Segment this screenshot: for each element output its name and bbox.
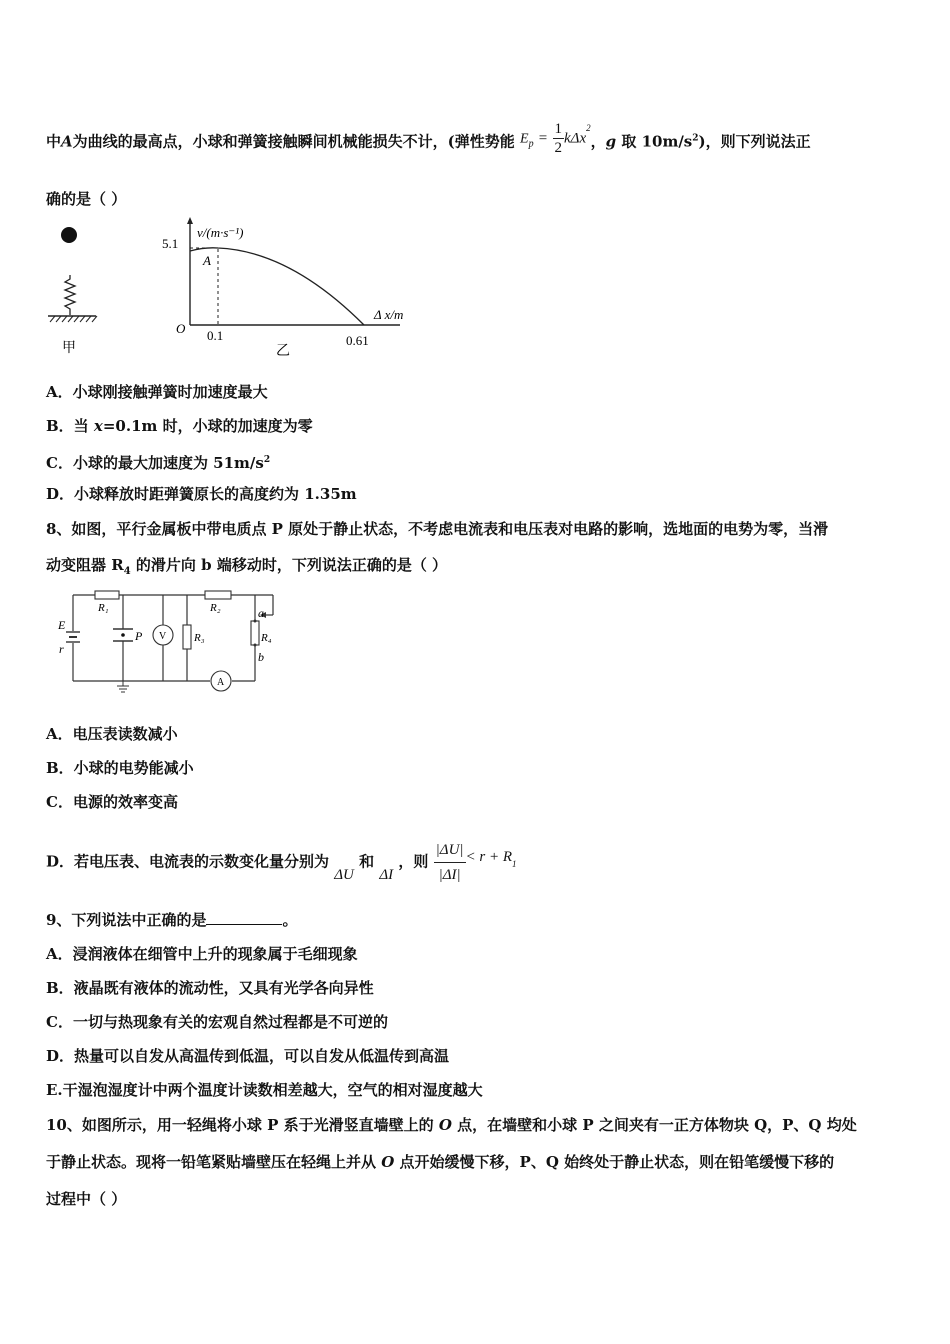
q7-option-a: A．小球刚接触弹簧时加速度最大 [46, 383, 268, 401]
rheostat-r4 [251, 621, 259, 645]
point-a: A [203, 253, 211, 268]
point-o: O [438, 1116, 452, 1134]
point-a-label: A [61, 132, 73, 151]
label-node-a: a [258, 606, 264, 620]
label-a: A [217, 677, 225, 688]
x-axis-label: Δ x/m [374, 307, 404, 322]
frac-den: 2 [554, 140, 562, 156]
label-r4: R₄ [261, 632, 272, 644]
x-tick-label-1: 0.1 [207, 328, 224, 343]
formula-sq: 2 [586, 122, 591, 133]
node-a [254, 620, 257, 623]
ratio-den: |ΔI| [438, 867, 461, 883]
text-seg: 。 [282, 911, 298, 929]
x-tick-label-2: 0.61 [346, 333, 369, 348]
q7-option-b [46, 416, 313, 436]
q7-stem-line2: 确的是（ ） [46, 190, 127, 208]
text-seg: 动变阻器 R [46, 556, 124, 574]
point-o: O [381, 1153, 395, 1171]
text-seg: 9、下列说法中正确的是 [46, 911, 207, 929]
text-seg: 为曲线的最高点，小球和弹簧接触瞬间机械能损失不计，(弹性势能 [72, 132, 515, 151]
q8-option-b: B．小球的电势能减小 [46, 759, 194, 777]
g-symbol: g [605, 132, 617, 151]
text-seg: ， [590, 132, 606, 151]
q7-option-d: D．小球释放时距弹簧原长的高度约为 1.35m [46, 485, 357, 503]
figure-7 [40, 215, 440, 365]
text-seg: )，则下列说法正 [698, 132, 811, 151]
label-yi: 乙 [276, 344, 290, 359]
q10-stem-line1 [46, 1115, 857, 1135]
y-axis-arrow [187, 217, 193, 224]
elastic-energy-formula [520, 120, 591, 157]
label-r: r [59, 642, 64, 656]
text-seg: 的滑片向 b 端移动时，下列说法正确的是（ ） [130, 556, 448, 574]
y-tick-label: 5.1 [162, 236, 179, 251]
text-seg: 10、如图所示，用一轻绳将小球 P 系于光滑竖直墙壁上的 [46, 1116, 439, 1134]
resistor-r3 [183, 625, 191, 649]
circuit-diagram [55, 585, 295, 695]
text-seg: 点开始缓慢下移，P、Q 始终处于静止状态，则在铅笔缓慢下移的 [394, 1153, 835, 1171]
ratio-fraction [434, 838, 466, 887]
node-b [254, 644, 257, 647]
q8-option-d [46, 838, 517, 887]
label-jia: 甲 [62, 341, 76, 356]
origin-label: O [176, 321, 186, 336]
frac-num: 1 [554, 121, 562, 137]
charged-particle-p [121, 633, 125, 637]
q9-stem [46, 910, 297, 930]
q9-option-d: D．热量可以自发从高温传到低温，可以自发从低温传到高温 [46, 1047, 450, 1065]
formula-kdx: kΔx [564, 130, 587, 147]
text-seg: 取 10m/s [616, 132, 693, 151]
q8-stem-line1: 8、如图，平行金属板中带电质点 P 原处于静止状态，不考虑电流表和电压表对电路的影响，选地面的电势为零，当滑 [46, 520, 829, 538]
velocity-curve [190, 248, 364, 325]
label-p: P [135, 629, 143, 643]
delta-i: ΔI [379, 866, 394, 883]
answer-blank[interactable] [206, 910, 282, 925]
y-axis-label: v/(m·s⁻¹) [197, 225, 244, 240]
unit-sq: 2 [263, 455, 271, 465]
q9-option-b: B．液晶既有液体的流动性，又具有光学各向异性 [46, 979, 374, 997]
ball-icon [61, 227, 77, 243]
text-seg: =0.1m 时，小球的加速度为零 [102, 417, 313, 435]
q9-option-a: A．浸润液体在细管中上升的现象属于毛细现象 [46, 945, 358, 963]
q10-stem-line3: 过程中（ ） [46, 1190, 127, 1208]
text-seg: 点，在墙壁和小球 P 之间夹有一正方体物块 Q，P、Q 均处 [451, 1116, 857, 1134]
label-r3: R₃ [194, 632, 205, 644]
formula-e: E [520, 131, 529, 147]
text-seg: 和 [359, 852, 380, 871]
q7-option-c [46, 450, 270, 473]
text-seg: C．小球的最大加速度为 51m/s [46, 454, 264, 472]
text-seg: 于静止状态。现将一铅笔紧贴墙壁压在轻绳上并从 [46, 1153, 382, 1171]
text-seg: 中 [46, 132, 62, 151]
resistor-r1 [95, 591, 119, 599]
delta-u: ΔU [334, 866, 354, 883]
spring-icon [65, 275, 75, 315]
label-r2: R₂ [210, 602, 221, 614]
text-seg: B．当 [46, 417, 94, 435]
q10-stem-line2 [46, 1152, 834, 1172]
subscript: 4 [123, 566, 131, 577]
formula-p: p [528, 138, 534, 150]
q8-option-c: C．电源的效率变高 [46, 793, 178, 811]
unit-sq: 2 [692, 133, 699, 144]
ratio-rhs-sub: 1 [512, 858, 517, 869]
q9-option-e: E.干湿泡湿度计中两个温度计读数相差越大，空气的相对湿度越大 [46, 1081, 483, 1099]
label-r1: R₁ [98, 602, 109, 614]
formula-eq: = [538, 130, 548, 147]
resistor-r2 [205, 591, 231, 599]
text-seg: ，则 [398, 852, 429, 871]
x-symbol: x [93, 417, 103, 435]
label-v: V [159, 631, 167, 642]
formula-fraction [553, 120, 565, 157]
q7-stem-line1 [46, 121, 811, 161]
text-seg: D．若电压表、电流表的示数变化量分别为 [46, 852, 330, 871]
label-node-b: b [258, 650, 264, 664]
q8-stem-line2 [46, 555, 447, 582]
q8-option-a: A．电压表读数减小 [46, 725, 178, 743]
ratio-num: |ΔU| [434, 838, 466, 863]
q9-option-c: C．一切与热现象有关的宏观自然过程都是不可逆的 [46, 1013, 388, 1031]
ground-hatch [50, 316, 97, 322]
label-e: E [58, 618, 66, 632]
ratio-rhs: < r + R [465, 848, 513, 865]
